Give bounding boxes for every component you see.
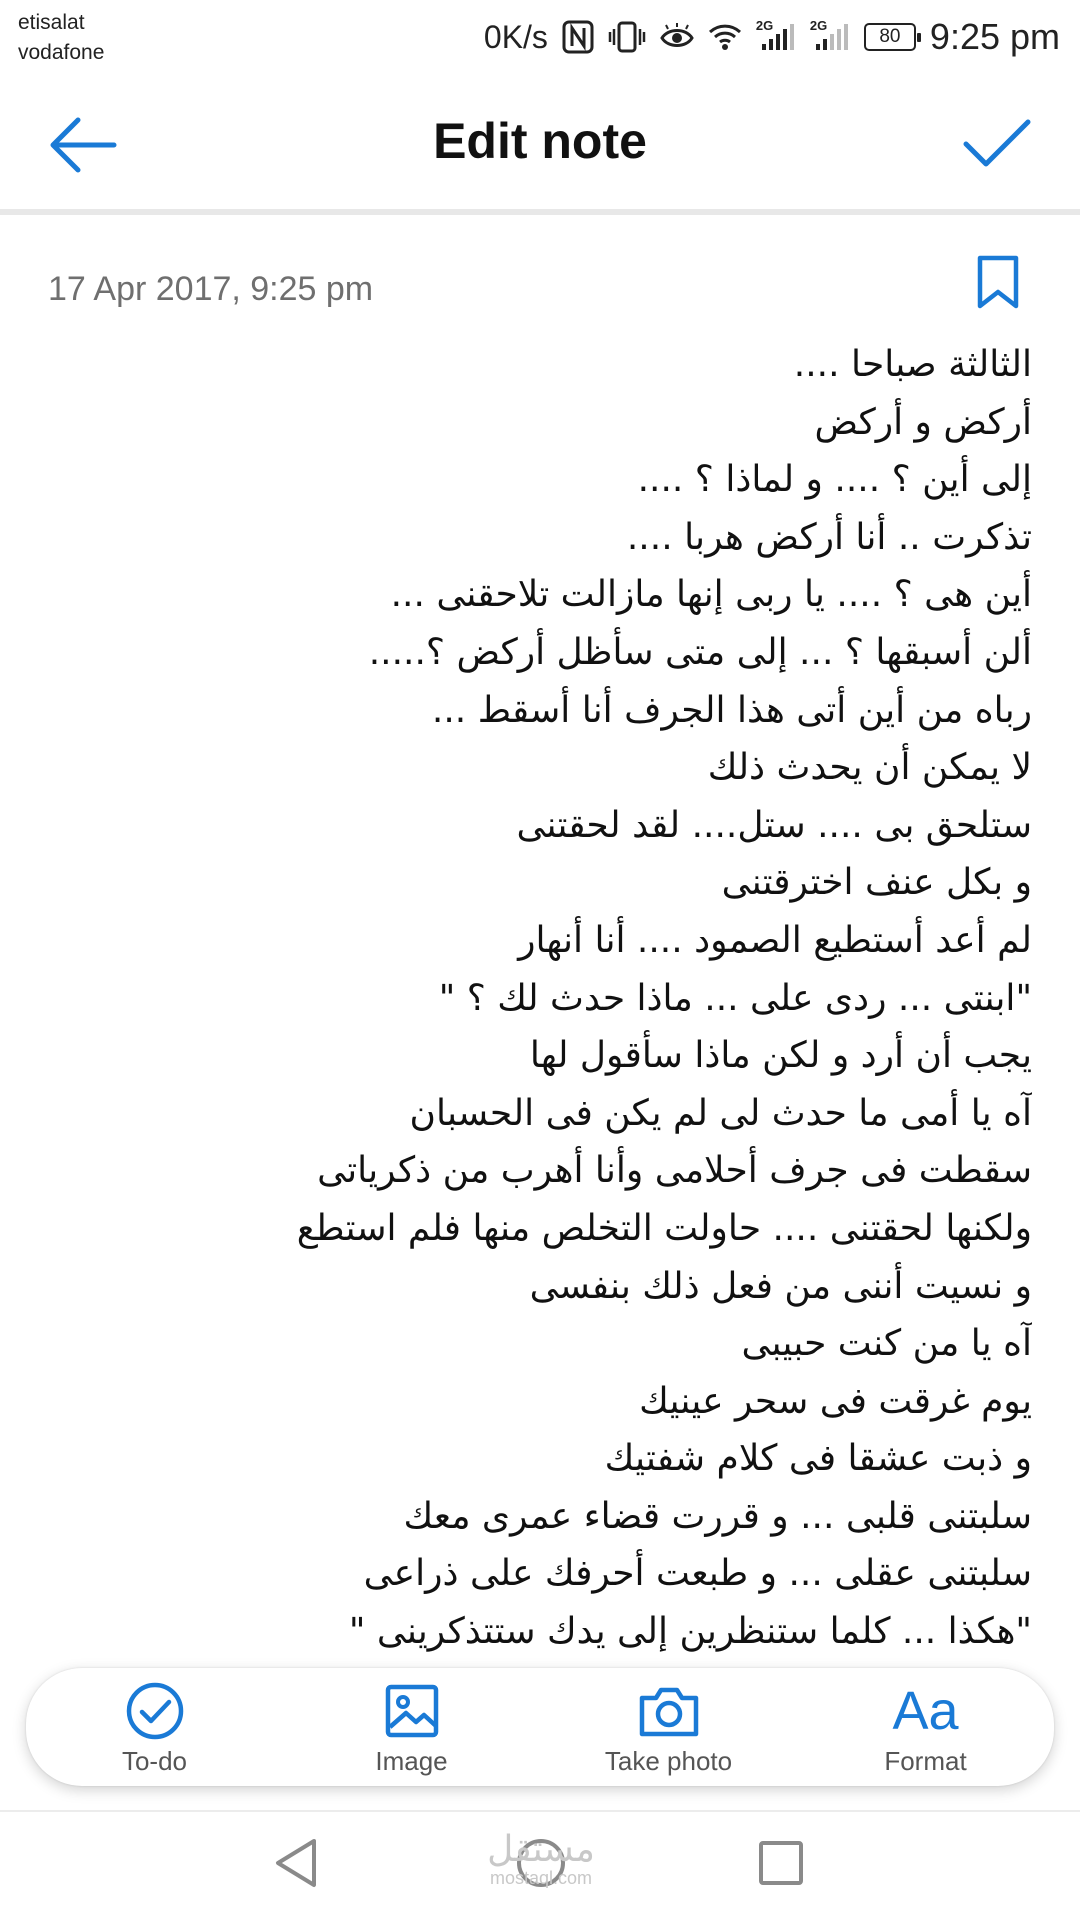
note-body[interactable] — [42, 336, 1032, 1666]
note-line: ستلحق بى .... ستل.... لقد لحقتنى — [516, 804, 1032, 846]
wifi-icon — [708, 23, 742, 51]
note-line: أين هى ؟ .... يا ربى إنها مازالت تلاحقنى ... — [390, 574, 1032, 616]
nav-recents-button[interactable] — [756, 1836, 806, 1894]
note-line: ألن أسبقها ؟ ... إلى متى سأظل أركض ؟..... — [368, 631, 1032, 673]
save-button[interactable] — [960, 114, 1034, 174]
nav-back-icon — [272, 1836, 320, 1890]
signal-1-label: 2G — [755, 18, 774, 33]
note-line: "ابنتى ... ردى على ... ماذا حدث لك ؟ " — [438, 977, 1032, 1019]
todo-label: To-do — [121, 1746, 188, 1776]
signal-2-icon — [809, 18, 850, 52]
take-photo-button[interactable] — [540, 1668, 797, 1786]
note-line: يجب أن أرد و لكن ماذا سأقول لها — [529, 1035, 1032, 1077]
todo-check-icon — [125, 1681, 185, 1741]
page-title: Edit note — [433, 113, 647, 169]
note-line: و نسيت أننى من فعل ذلك بنفسى — [529, 1265, 1032, 1307]
note-datetime: 17 Apr 2017, 9:25 pm — [48, 270, 374, 308]
format-label: Format — [884, 1746, 967, 1776]
format-text-icon: Aa — [892, 1681, 959, 1741]
take-photo-label: Take photo — [604, 1746, 733, 1776]
note-line: سلبتنى عقلى ... و طبعت أحرفك على ذراعى — [363, 1553, 1032, 1595]
nav-recents-icon — [756, 1836, 806, 1890]
signal-1-icon — [755, 18, 796, 52]
carrier-names — [18, 8, 104, 68]
app-bar — [0, 82, 1080, 208]
clock: 9:25 pm — [929, 16, 1060, 57]
note-line: و بكل عنف اخترقتنى — [721, 862, 1032, 904]
format-button[interactable] — [797, 1668, 1054, 1786]
signal-2-label: 2G — [809, 18, 828, 33]
note-line: آه يا من كنت حبيبى — [741, 1323, 1032, 1365]
status-bar — [0, 0, 1080, 82]
note-line: الثالثة صباحا .... — [793, 344, 1032, 385]
image-label: Image — [375, 1746, 448, 1776]
note-line: آه يا أمى ما حدث لى لم يكن فى الحسبان — [409, 1092, 1032, 1134]
note-line: ولكنها لحقتنى .... حاولت التخلص منها فلم استطع — [296, 1207, 1032, 1249]
note-line: رباه من أين أتى هذا الجرف أنا أسقط ... — [431, 689, 1032, 731]
nfc-icon — [562, 20, 594, 54]
image-button[interactable] — [283, 1668, 540, 1786]
watermark-text-ar: مستقل — [487, 1829, 595, 1870]
vibrate-icon — [608, 20, 646, 54]
bookmark-icon — [974, 254, 1022, 312]
carrier-2: vodafone — [18, 41, 105, 64]
note-line: و ذبت عشقا فى كلام شفتيك — [604, 1438, 1032, 1480]
network-speed: 0K/s — [483, 18, 548, 55]
note-line: سلبتنى قلبى ... و قررت قضاء عمرى معك — [403, 1495, 1032, 1537]
battery-indicator: 80 — [864, 23, 916, 51]
checkmark-icon — [960, 114, 1034, 174]
nav-back-button[interactable] — [272, 1836, 320, 1894]
bookmark-button[interactable] — [974, 254, 1022, 312]
note-line: تذكرت .. أنا أركض هربا .... — [626, 516, 1032, 558]
note-line: لا يمكن أن يحدث ذلك — [707, 747, 1032, 789]
note-line: يوم غرقت فى سحر عينيك — [639, 1380, 1032, 1422]
todo-button[interactable] — [26, 1668, 283, 1786]
note-toolbar — [26, 1668, 1054, 1786]
header-divider — [0, 209, 1080, 215]
note-line: سقطت فى جرف أحلامى وأنا أهرب من ذكرياتى — [317, 1150, 1032, 1192]
note-line: "هكذا ... كلما ستنظرين إلى يدك ستتذكرينى " — [348, 1611, 1032, 1653]
image-icon — [384, 1683, 440, 1739]
note-line: إلى أين ؟ .... و لماذا ؟ .... — [637, 459, 1032, 501]
note-line: أركض و أركض — [814, 401, 1032, 443]
carrier-1: etisalat — [18, 11, 85, 34]
watermark — [466, 1829, 616, 1888]
status-icons — [484, 14, 1060, 60]
camera-icon — [638, 1684, 700, 1738]
note-line: لم أعد أستطيع الصمود .... أنا أنهار — [518, 919, 1032, 961]
watermark-text-en: mostaql.com — [489, 1868, 593, 1888]
eye-comfort-icon — [660, 23, 694, 51]
